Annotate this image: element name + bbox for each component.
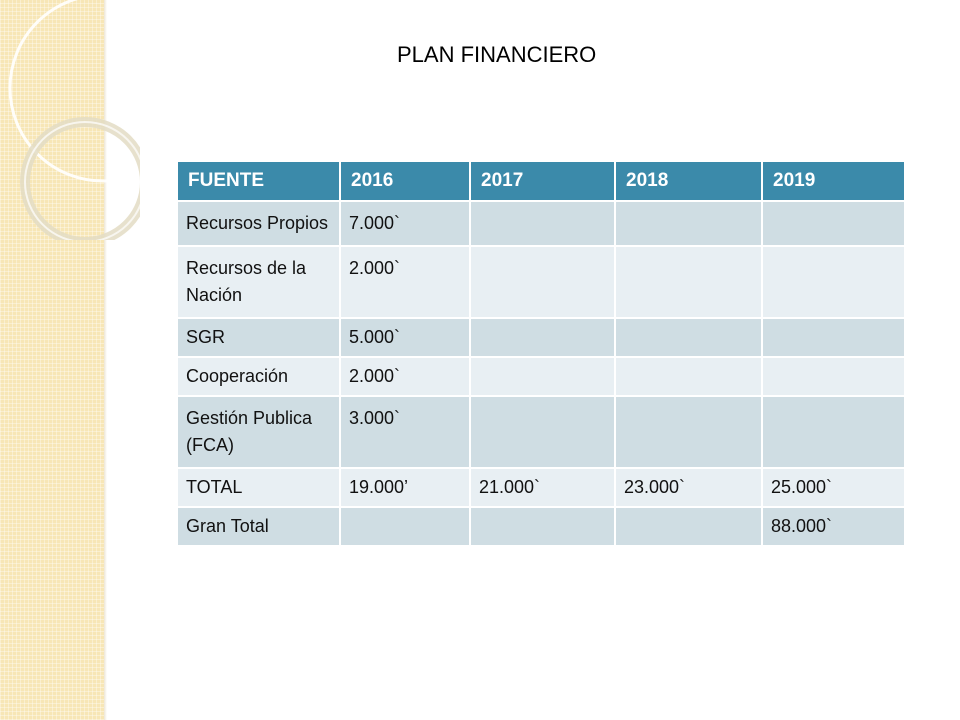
cell-2019 [762, 396, 905, 468]
header-2017: 2017 [470, 162, 615, 201]
cell-2016: 7.000` [340, 201, 470, 246]
cell-2016: 3.000` [340, 396, 470, 468]
cell-source: TOTAL [178, 468, 340, 507]
cell-2019 [762, 357, 905, 396]
cell-2016 [340, 507, 470, 545]
cell-source: Gestión Publica (FCA) [178, 396, 340, 468]
cell-2017 [470, 246, 615, 318]
table-row-grand-total [178, 507, 905, 545]
table-row [178, 318, 905, 357]
cell-2017 [470, 507, 615, 545]
cell-2019 [762, 318, 905, 357]
cell-2018 [615, 507, 762, 545]
cell-source: Recursos Propios [178, 201, 340, 246]
cell-2019 [762, 201, 905, 246]
cell-2018 [615, 396, 762, 468]
header-2019: 2019 [762, 162, 905, 201]
cell-2018: 23.000` [615, 468, 762, 507]
financial-plan-table [178, 162, 906, 545]
cell-2018 [615, 357, 762, 396]
cell-source: Cooperación [178, 357, 340, 396]
header-2018: 2018 [615, 162, 762, 201]
cell-2018 [615, 201, 762, 246]
cell-2019 [762, 246, 905, 318]
cell-2019: 88.000` [762, 507, 905, 545]
header-fuente: FUENTE [178, 162, 340, 201]
table-row-total [178, 468, 905, 507]
slide-title: PLAN FINANCIERO [397, 42, 597, 67]
table-row [178, 201, 905, 246]
cell-source: SGR [178, 318, 340, 357]
cell-2019: 25.000` [762, 468, 905, 507]
cell-2016: 2.000` [340, 357, 470, 396]
cell-2018 [615, 318, 762, 357]
cell-2016: 19.000’ [340, 468, 470, 507]
header-2016: 2016 [340, 162, 470, 201]
table-row [178, 246, 905, 318]
cell-source: Recursos de la Nación [178, 246, 340, 318]
cell-2017 [470, 396, 615, 468]
cell-2017 [470, 318, 615, 357]
cell-source: Gran Total [178, 507, 340, 545]
table-row [178, 357, 905, 396]
cell-2017 [470, 357, 615, 396]
cell-2017 [470, 201, 615, 246]
cell-2017: 21.000` [470, 468, 615, 507]
cell-2018 [615, 246, 762, 318]
decorative-rings [0, 0, 140, 240]
table-row [178, 396, 905, 468]
cell-2016: 2.000` [340, 246, 470, 318]
cell-2016: 5.000` [340, 318, 470, 357]
table-header-row [178, 162, 905, 201]
